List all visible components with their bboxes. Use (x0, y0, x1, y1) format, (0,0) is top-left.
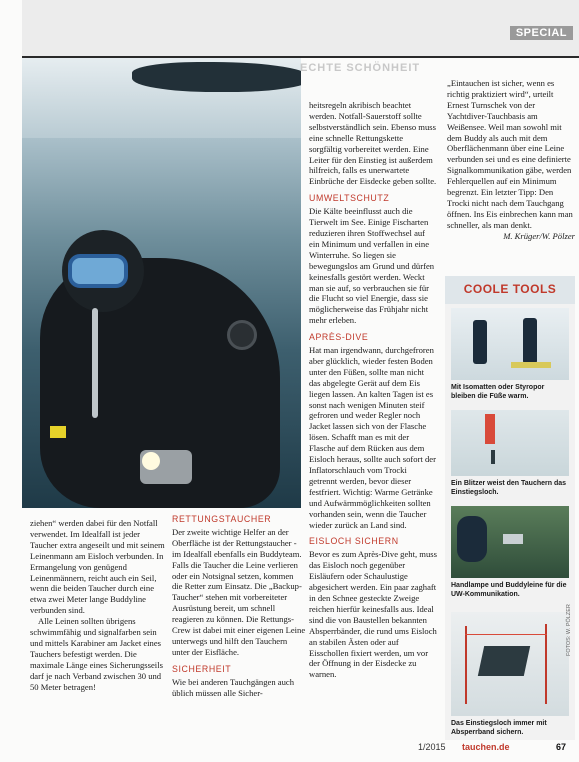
barrier-tape (465, 634, 547, 635)
regulator-hose (92, 308, 98, 418)
ice-hole (132, 62, 301, 92)
dive-gauge (227, 320, 257, 350)
diver-under-ice-photo (22, 58, 301, 508)
barrier-post (545, 624, 547, 704)
article-column-right (447, 78, 575, 242)
subheading-umweltschutz: UMWELTSCHUTZ (309, 193, 390, 204)
insulation-mat (511, 362, 551, 368)
paragraph: Der zweite wichtige Helfer an der Oberfläche ist der Rettungstaucher - im Idealfall ebenfalls ein Buddyteam. Falls die Taucher die Leine verlieren oder ein Notsignal setzen, kommen die Retter zum Einsatz. Die „Backup-Taucher“ stehen mit vorbereiteter Ausrüstung bereit, um schnell reagieren zu können. Die Rettungs-Crew ist dabei mit einer eigenen Leine unterwegs und hilft den Tauchern unter der Eisfläche. (172, 526, 306, 657)
flasher-light (491, 450, 495, 464)
subheading-rettungstaucher: RETTUNGSTAUCHER (172, 514, 272, 524)
tool-caption: Ein Blitzer weist den Tauchern das Einstiegsloch. (451, 480, 567, 496)
hand-lamp (503, 534, 523, 544)
footer-site[interactable]: tauchen.de (462, 742, 510, 752)
paragraph: Die Kälte beeinflusst auch die Tierwelt im See. Einige Fischarten reduzieren ihren Stoffwechsel auf ein Minimum und verfallen in eine Winterruhe. So liegen sie bewegungslos am Grund und dürfen keinesfalls gestört werden. Weckt man sie auf, so verbrauchen sie für die Flucht so viel Energie, dass sie möglicherweise das Frühjahr nicht mehr erleben. (309, 206, 435, 326)
diver-leg (473, 320, 487, 364)
diver-silhouette (457, 516, 487, 562)
paragraph: Bevor es zum Après-Dive geht, muss das Eisloch noch gegenüber Eisläufern oder Schaulustige abgesichert werden. Ein paar zaghaft in den Schnee gesteckte Zweige reichen hierfür keinesfalls aus. Ideal sind die von Baustellen bekannten Absperrbänder, die rund ums Eisloch an stabilen Ästen oder auf Eisschollen fixiert werden, um vor der Öffnung in der Eisdecke zu warnen. (309, 549, 437, 680)
section-tag: SPECIAL (510, 26, 573, 40)
dive-mask (68, 254, 128, 288)
tool-photo-hand-lamp (451, 506, 569, 578)
ice-hole (478, 646, 530, 676)
paragraph: Alle Leinen sollten übrigens schwimmfähig und signalfarben sein und mittels Karabiner am Jacket eines Tauchers befestigt werden. Die maximale Länge eines Sicherungsseils darf je nach Verband zwischen 30 und 50 Meter betragen! (30, 616, 163, 692)
tool-photo-flasher (451, 410, 569, 476)
paragraph: Hat man irgendwann, durchgefroren aber glücklich, wieder festen Boden unter den Füßen, sollte man nicht das abgelegte Gerät auf dem Eis liegen lassen. An kalten Tagen ist es sonst nach wenigen Minuten steif gefroren und weder Regler noch Jacket lassen sich von der Flasche lösen. Schafft man es mit der Flasche auf dem Rücken aus dem Eisloch heraus, sollte auch sofort der Inflatorschlauch vom Trocki getrennt werden, bevor dieser festfriert. Wichtig: Warme Getränke und Aufwärmmöglichkeiten sollten vorhanden sein, wenn die Taucher wieder zurück an Land sind. (309, 345, 436, 530)
tool-photo-insulation-mats (451, 308, 569, 380)
section-heading: ECHTE SCHÖNHEIT (300, 62, 421, 74)
subheading-eisloch-sichern: EISLOCH SICHERN (309, 536, 399, 547)
cool-tools-header (445, 276, 575, 304)
barrier-post (465, 626, 467, 704)
photo-credit: FOTOS: W. PÖLZER (566, 604, 572, 656)
article-column-left (30, 518, 166, 693)
lamp-light (142, 452, 160, 470)
article-column-mid-bottom (172, 514, 306, 699)
author-signature: M. Krüger/W. Pölzer (503, 230, 575, 241)
cool-tools-title: COOLE TOOLS (463, 282, 557, 296)
subheading-apres-dive: APRÈS-DIVE (309, 332, 369, 343)
tool-caption: Mit Isomatten oder Styropor bleiben die Füße warm. (451, 384, 545, 400)
article-column-mid (309, 100, 437, 680)
tool-caption: Das Einstiegsloch immer mit Absperrband sichern. (451, 720, 547, 736)
header-band (22, 0, 579, 56)
paragraph: „Eintauchen ist sicher, wenn es richtig praktiziert wird“, urteilt Ernest Turnschek von der Yachtdiver-Tauchbasis am Weißensee. Weil man sowohl mit dem Buddy als auch mit dem Oberflächenmann über eine Leine verbunden sei und es eine definierte Signalkommunikation gäbe, werden Fehlerquellen auf ein Minimum begrenzt. Ein letzter Tipp: Den Trocki nicht nach dem Tauchgang öffnen. Ins Eis einbrechen kann man schneller, als man denkt. (447, 78, 573, 230)
paragraph: Wie bei anderen Tauchgängen auch üblich müssen alle Sicher- (172, 676, 295, 698)
diver-leg (523, 318, 537, 364)
paragraph: heitsregeln akribisch beachtet werden. Notfall-Sauerstoff sollte selbstverständlich sein. Ebenso muss eine schnelle Rettungskette sorgfältig vorbereitet werden. Eine Leiter für den Einstieg ist außerdem hilfreich, falls es unerwartete Einbrüche der Eisdecke geben sollte. (309, 100, 437, 187)
page-number: 67 (556, 742, 567, 752)
tool-photo-barrier-tape (451, 612, 569, 716)
footer-issue: 1/2015 (418, 742, 446, 752)
paragraph: ziehen“ werden dabei für den Notfall verwendet. Im Idealfall ist jeder Taucher extra angeseilt und mit seinem Leinenmann am Eisloch verbunden. In Ermangelung von genügend Leinenmännern, reicht auch ein Seil, wenn die beiden Taucher durch eine etwa zwei Meter lange Buddyline verbunden sind. (30, 518, 165, 616)
subheading-sicherheit: SICHERHEIT (172, 663, 232, 674)
tool-caption: Handlampe und Buddyleine für die UW-Kommunikation. (451, 582, 567, 598)
diver-suit (485, 414, 495, 444)
yellow-octopus (50, 426, 66, 438)
